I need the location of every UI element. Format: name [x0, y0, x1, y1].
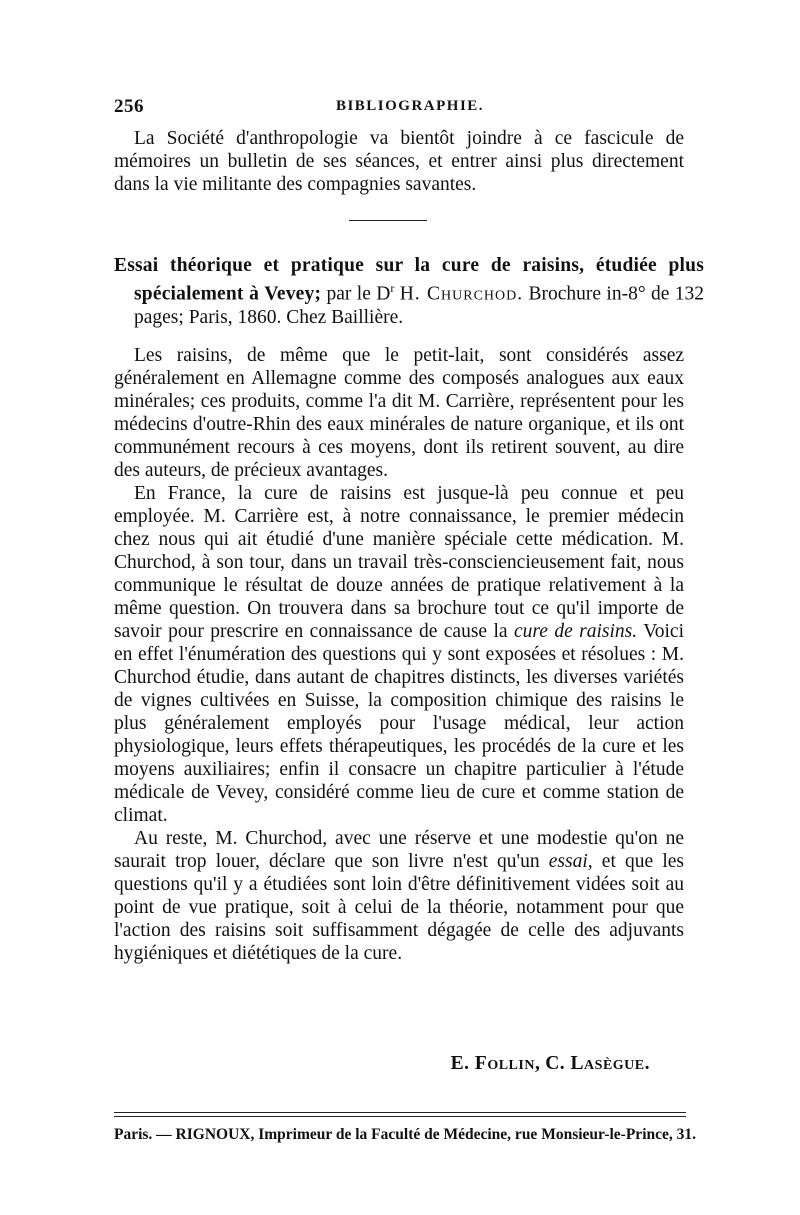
section-separator-rule — [349, 220, 427, 221]
signature-author-1: E. Follin, — [450, 1053, 541, 1074]
signature-author-2: C. Lasègue. — [545, 1053, 650, 1074]
footer-rule-top — [114, 1112, 686, 1113]
review-paragraph-2 — [114, 482, 684, 827]
book-by-sup: r — [390, 281, 395, 295]
review-paragraph-1: Les raisins, de même que le petit-lait, sont considérés assez généralement en Allemagne comme des composés analogues aux eaux minérales; ces produits, comme l'a dit M. Carrière, représentent pour les médecins d'outre-Rhin des eaux minérales de nature organique, et ils ont communément recours à ces moyens, dont ils retirent souvent, au dire des auteurs, de précieux avantages. — [114, 345, 684, 481]
intro-paragraph — [114, 127, 684, 196]
printer-imprint: Paris. — RIGNOUX, Imprimeur de la Faculté de Médecine, rue Monsieur-le-Prince, 31. — [114, 1126, 696, 1143]
review-paragraph-3-emphasis: essai, — [548, 851, 593, 872]
review-paragraph-3-part-a: Au reste, M. Churchod, avec une réserve et une modestie qu'on ne saurait trop louer, déclare que son livre n'est qu'un — [114, 828, 684, 872]
running-title: BIBLIOGRAPHIE. — [335, 98, 485, 114]
book-by: par le D — [326, 283, 391, 305]
review-paragraph-2-part-a: En France, la cure de raisins est jusque-là peu connue et peu employée. M. Carrière est, à notre connaissance, le premier médecin chez nous qui ait étudié d'une manière spéciale cette médication. M. Churchod, à son tour, dans un travail très-consciencieusement fait, nous communique le résultat de douze années de pratique relativement à la même question. On trouvera dans sa brochure tout ce qu'il importe de savoir pour prescrire en connaissance de cause la — [114, 483, 684, 642]
review-paragraph-3 — [114, 827, 684, 965]
review-paragraph-2-part-b: Voici en effet l'énumération des questions qui y sont exposées et résolues : M. Churchod étudie, dans autant de chapitres distincts, les diverses variétés de vignes cultivées en Suisse, la composition chimique des raisins le plus généralement employés pour l'usage médical, leur action physiologique, leurs effets thérapeutiques, les procédés de la cure et les moyens auxiliaires; enfin il consacre un chapitre particulier à l'étude médicale de Vevey, considéré comme lieu de cure et comme station de climat. — [114, 621, 684, 826]
book-author: H. Churchod. — [399, 283, 524, 305]
book-details: Brochure in-8° de 132 pages; Paris, 1860. Chez Baillière. — [134, 283, 705, 328]
book-title: Essai théorique et pratique sur la cure de raisins, étudiée plus spécialement à Vevey; — [114, 255, 704, 305]
review-paragraph-3-part-b: et que les questions qu'il y a étudiées sont loin d'être définitivement vidées soit au point de vue pratique, soit à celui de la théorie, notamment pour que l'action des raisins soit suffisamment dégagée de celle des adjuvants hygiéniques et diététiques de la cure. — [114, 851, 685, 964]
page-number: 256 — [114, 96, 144, 117]
intro-paragraph-text: La Société d'anthropologie va bientôt joindre à ce fascicule de mémoires un bulletin de ses séances, et entrer ainsi plus directement dans la vie militante des compagnies savantes. — [114, 128, 684, 195]
review-signature — [451, 1053, 650, 1075]
footer-rule-bottom — [114, 1116, 686, 1117]
review-body — [114, 344, 684, 965]
review-paragraph-2-emphasis: cure de raisins. — [513, 621, 638, 642]
book-notice — [114, 254, 704, 329]
